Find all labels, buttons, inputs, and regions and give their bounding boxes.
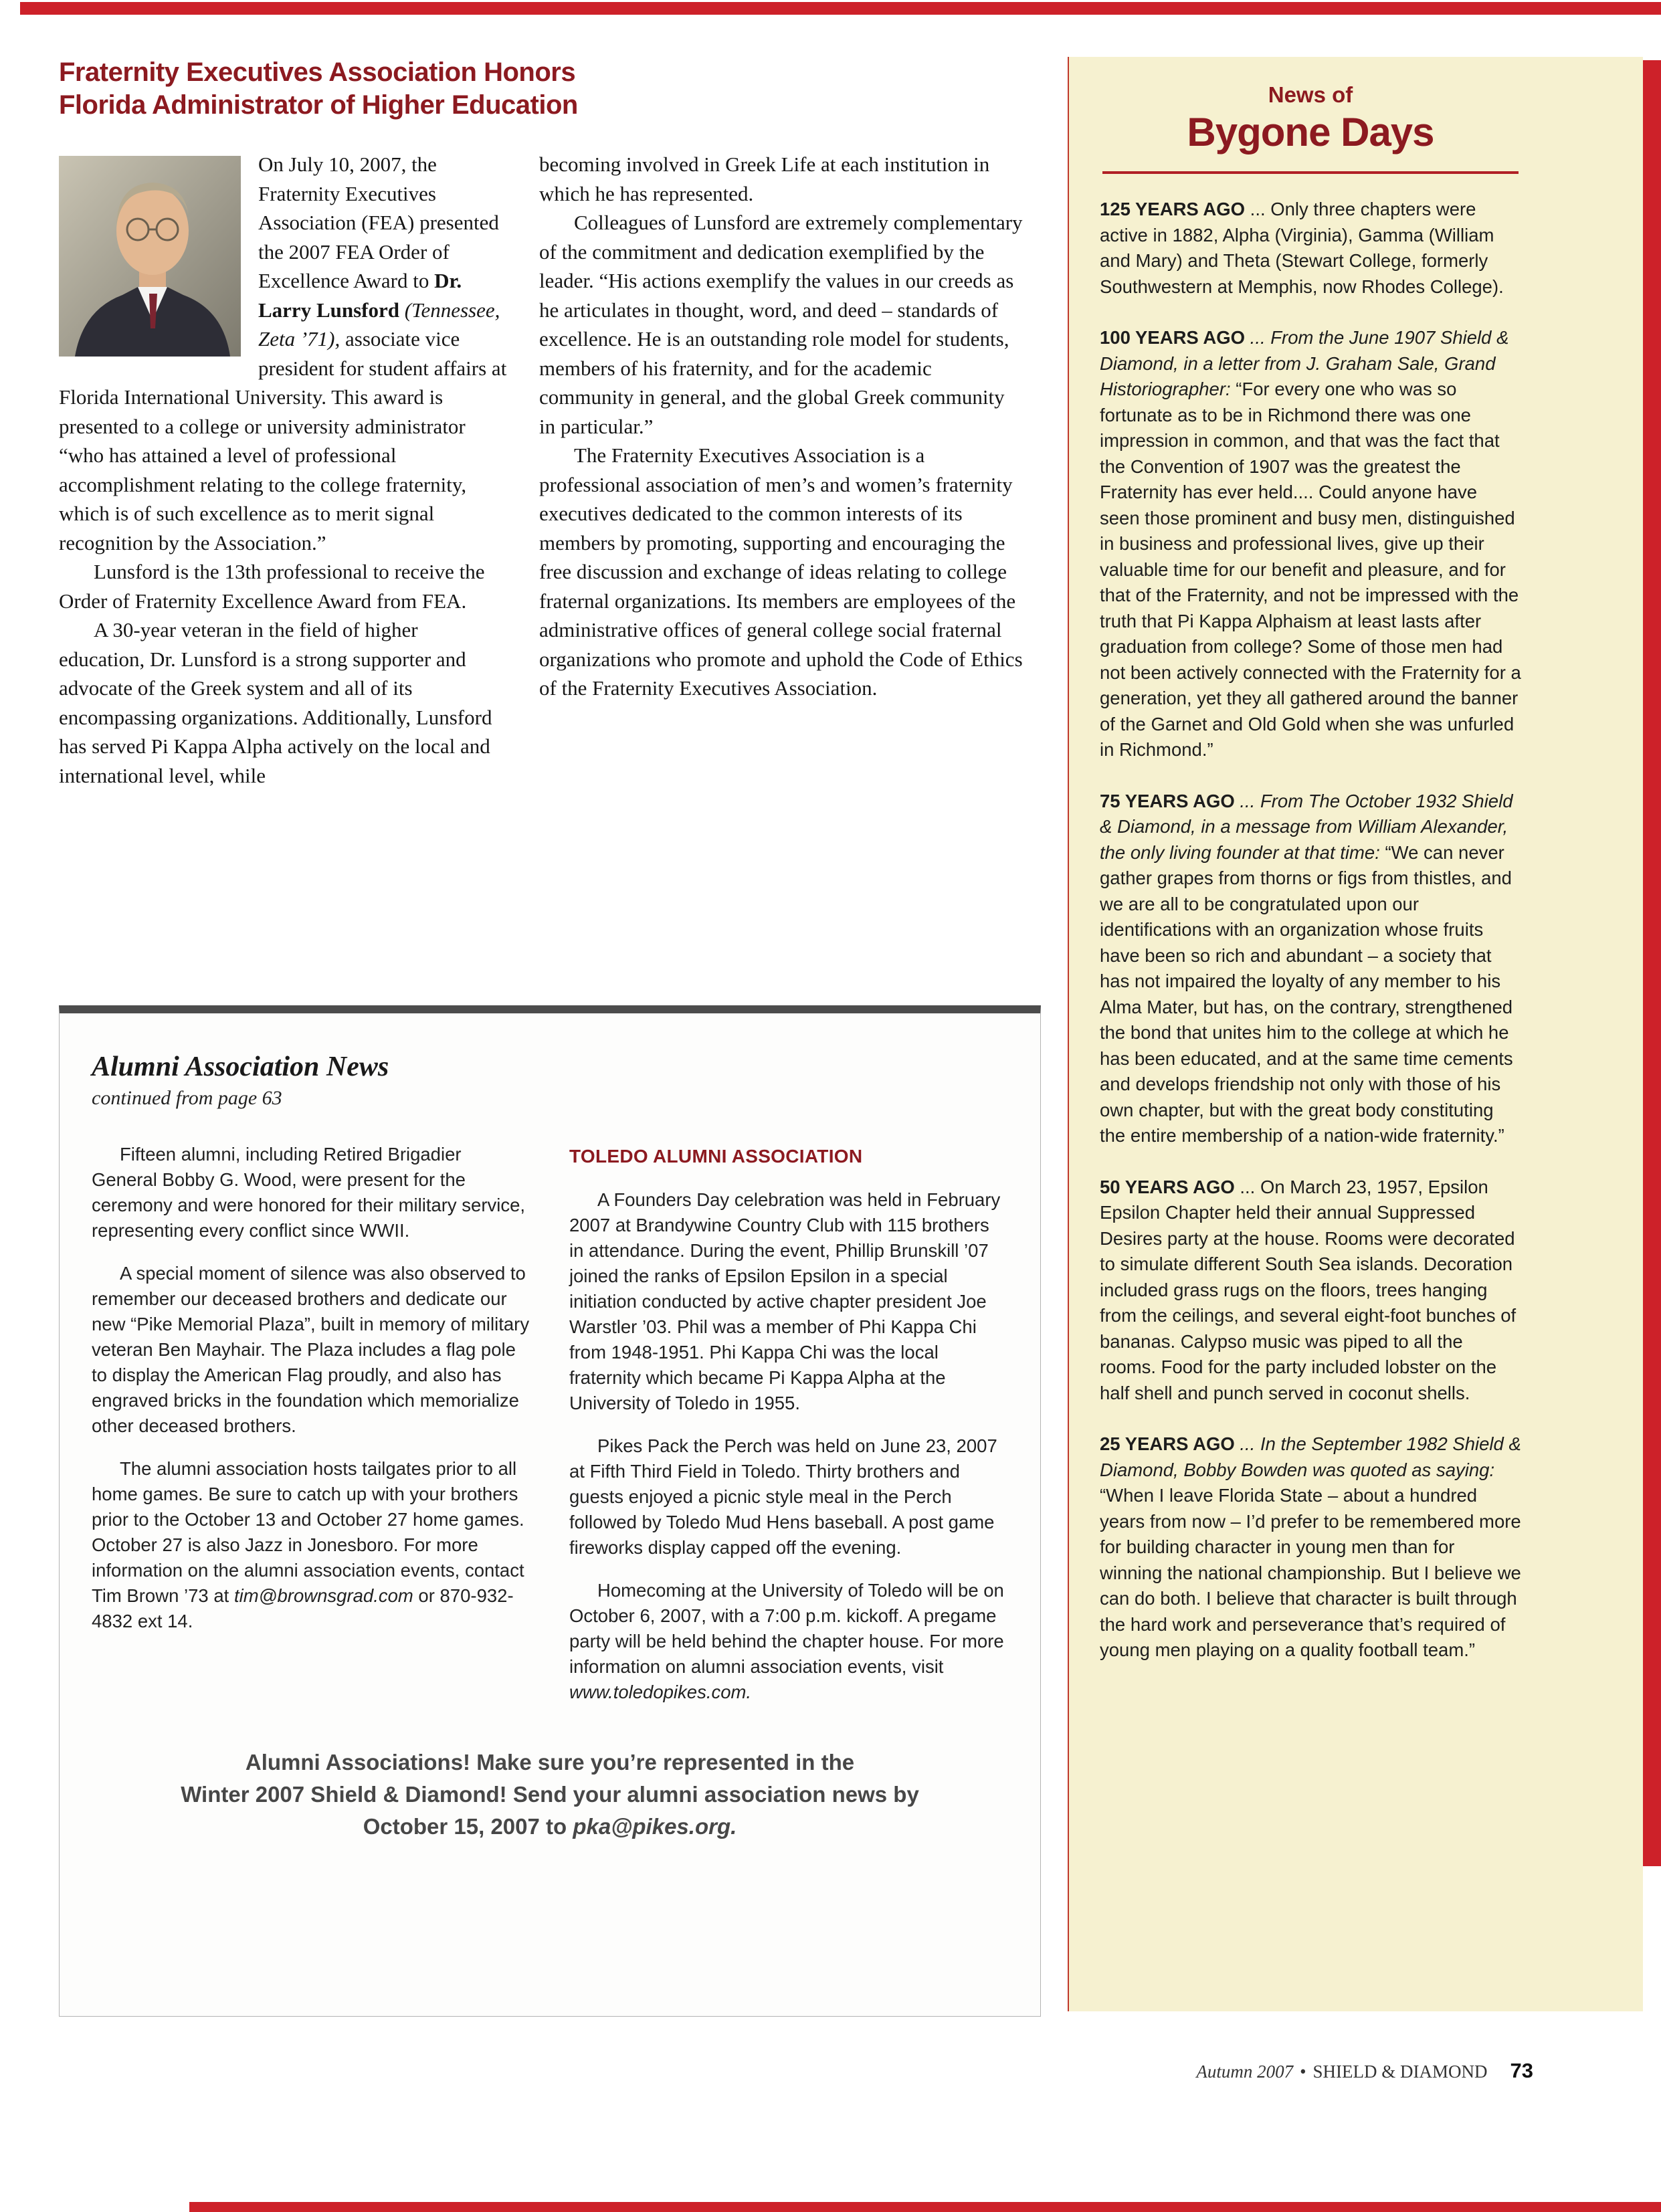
article-text: On July 10, 2007, the Fraternity Executives Association (FEA) presented the 2007 FEA Order of Excellence Award to bbox=[258, 153, 499, 292]
bygone-section-text: “For every one who was so fortunate as to be in Richmond there was one impression in common, and that was the fact that the Convention of 1907 was the greatest the Fraternity has ever held.... Could anyone have seen those prominent and busy men, distinguished in business and professional lives, give up their valuable time for our benefit and pleasure, and for that of the Fraternity, and not be impressed with the truth that Pi Kappa Alphaism at least lasts after graduation from college? Some of those men had not been actively connected with the Fraternity for a generation, yet they all gathered around the banner of the Garnet and Old Gold when she was unfurled in Richmond.” bbox=[1100, 379, 1521, 760]
page-footer bbox=[1003, 2059, 1533, 2083]
bygone-section-25-years bbox=[1100, 1431, 1521, 1664]
alumni-association-news-box bbox=[59, 1005, 1041, 2017]
article-text: associate vice president for student affairs at Florida International University. This award is presented to a college or university administrator “who has attained a level of professional accomplishment relating to the college fraternity, which is of such excellence as to merit signal recognition by the Association.” bbox=[59, 327, 507, 555]
lunsford-portrait-photo bbox=[59, 156, 241, 357]
bygone-section-label: 125 YEARS AGO bbox=[1100, 199, 1246, 219]
bottom-red-bar bbox=[189, 2202, 1661, 2212]
toledo-association-heading: TOLEDO ALUMNI ASSOCIATION bbox=[569, 1146, 863, 1167]
article-column-1 bbox=[59, 150, 508, 790]
alumni-columns bbox=[92, 1142, 1008, 1722]
alumni-column-1 bbox=[92, 1142, 530, 1722]
bygone-section-text: ... On March 23, 1957, Epsilon Epsilon Chapter held their annual Suppressed Desires party at the house. Rooms were decorated to simulate different South Sea islands. Decoration included grass rugs on the floors, trees hanging from the ceilings, and several eight-foot bunches of bananas. Calypso music was piped to all the rooms. Food for the party included lobster on the half shell and punch served in coconut shells. bbox=[1100, 1176, 1517, 1403]
right-edge-red-bar bbox=[1643, 60, 1661, 1866]
bygone-title: Bygone Days bbox=[1187, 110, 1434, 155]
alumni-news-continued-note: continued from page 63 bbox=[92, 1087, 282, 1109]
article-paragraph: becoming involved in Greek Life at each institution in which he has represented. bbox=[539, 153, 990, 205]
alumni-paragraph: Fifteen alumni, including Retired Brigadier General Bobby G. Wood, were present for the ceremony and were honored for their military service, representing every conflict since WWII. bbox=[92, 1144, 526, 1241]
page-number: 73 bbox=[1510, 2059, 1533, 2082]
callout-text: October 15, 2007 to bbox=[363, 1814, 573, 1839]
article-column-2 bbox=[539, 150, 1025, 703]
bygone-section-text: “When I leave Florida State – about a hundred years from now – I’d prefer to be remembered more for building character in young men than for winning the national championship. But I believe we can do both. I believe that character is built through the hard work and perseverance that’s required of young men playing on a quality football team.” bbox=[1100, 1485, 1521, 1660]
award-recipient-name: Dr. Larry Lunsford bbox=[258, 269, 462, 322]
footer-magazine-name: SHIELD & DIAMOND bbox=[1312, 2062, 1488, 2082]
bygone-section-125-years bbox=[1100, 197, 1521, 300]
submission-email-text: pka@pikes.org. bbox=[573, 1814, 737, 1839]
bygone-section-label: 25 YEARS AGO bbox=[1100, 1433, 1235, 1454]
alumni-paragraph bbox=[92, 1456, 530, 1634]
portrait-photo-graphic bbox=[59, 156, 241, 357]
bygone-section-75-years bbox=[1100, 789, 1521, 1149]
footer-issue: Autumn 2007 bbox=[1196, 2062, 1294, 2082]
alumni-paragraph: Pikes Pack the Perch was held on June 23, 2007 at Fifth Third Field in Toledo. Thirty brothers and guests enjoyed a picnic style meal in the Perch followed by Toledo Mud Hens baseball. A post game fireworks display capped off the evening. bbox=[569, 1435, 997, 1558]
alumni-text: Homecoming at the University of Toledo will be on October 6, 2007, with a 7:00 p.m. kickoff. A pregame party will be held behind the chapter house. For more information on alumni association events, visit bbox=[569, 1580, 1004, 1677]
bygone-section-lead: ... In the September 1982 Shield & Diamond, Bobby Bowden was quoted as saying: bbox=[1100, 1433, 1521, 1480]
article-paragraph: A 30-year veteran in the field of higher education, Dr. Lunsford is a strong supporter and advocate of the Greek system and all of its encompassing organizations. Additionally, Lunsford has served Pi Kappa Alpha actively on the local and international level, while bbox=[59, 618, 492, 787]
bygone-section-text: “We can never gather grapes from thorns or figs from thistles, and we are all to be congratulated upon our identifications with an organization whose fruits have been so rich and abundant – a society that has not impaired the loyalty of any member to his Alma Mater, but has, on the contrary, strengthened the bond that unites him to the college at which he has been educated, and at the same time cements and develops friendship not only with those of his own chapter, but with the great body constituting the entire membership of a nation-wide fraternity.” bbox=[1100, 841, 1513, 1146]
bygone-days-panel bbox=[1068, 57, 1643, 2011]
footer-bullet: • bbox=[1300, 2062, 1306, 2082]
contact-email-text: tim@brownsgrad.com bbox=[233, 1585, 413, 1606]
callout-line-3 bbox=[92, 1811, 1008, 1843]
alumni-paragraph bbox=[569, 1578, 1008, 1705]
article-paragraph: The Fraternity Executives Association is a professional association of men’s and women’s fraternity executives dedicated to the common interests of its members by promoting, supporting and encouraging the free discussion and exchange of ideas relating to college fraternal organizations. Its members are employees of the administrative offices of general college social fraternal organizations who promote and uphold the Code of Ethics of the Fraternity Executives Association. bbox=[539, 443, 1023, 700]
alumni-paragraph: A Founders Day celebration was held in February 2007 at Brandywine Country Club with 115 brothers in attendance. During the event, Phillip Brunskill ’07 joined the ranks of Epsilon Epsilon in a special initiation conducted by active chapter president Joe Warstler ’03. Phil was a member of Phi Kappa Chi from 1948-1951. Phi Kappa Chi was the local fraternity which became Pi Kappa Alpha at the University of Toledo in 1955. bbox=[569, 1189, 1001, 1413]
alumni-column-2 bbox=[569, 1142, 1008, 1722]
headline-line-2: Florida Administrator of Higher Education bbox=[59, 90, 578, 120]
callout-line-2: Winter 2007 Shield & Diamond! Send your alumni association news by bbox=[181, 1782, 919, 1807]
top-red-bar bbox=[20, 2, 1661, 15]
bygone-section-label: 100 YEARS AGO bbox=[1100, 327, 1246, 348]
alumni-text: The alumni association hosts tailgates prior to all home games. Be sure to catch up with your brothers prior to the October 13 and October 27 home games. October 27 is also Jazz in Jonesboro. For more information on the alumni association events, contact Tim Brown ’73 at bbox=[92, 1458, 524, 1606]
bygone-section-label: 75 YEARS AGO bbox=[1100, 790, 1235, 811]
article-paragraph: Lunsford is the 13th professional to receive the Order of Fraternity Excellence Award from FEA. bbox=[59, 560, 485, 613]
article-paragraph: Colleagues of Lunsford are extremely complementary of the commitment and dedication exemplified by the leader. “His actions exemplify the values in our creeds as he articulates in thought, word, and deed – standards of excellence. He is an outstanding role model for students, members of his fraternity, and for the academic community in general, and the global Greek community in particular.” bbox=[539, 211, 1023, 438]
callout-line-1: Alumni Associations! Make sure you’re represented in the bbox=[245, 1750, 855, 1775]
bygone-section-100-years bbox=[1100, 325, 1521, 763]
bygone-section-lead: ... From the June 1907 Shield & Diamond, in a letter from J. Graham Sale, Grand Historiographer: bbox=[1100, 327, 1509, 399]
headline-line-1: Fraternity Executives Association Honors bbox=[59, 58, 576, 87]
bygone-section-text: ... Only three chapters were active in 1882, Alpha (Virginia), Gamma (William and Mary) and Theta (Stewart College, formerly Southwestern at Memphis, now Rhodes College). bbox=[1100, 199, 1504, 297]
chapter-designation: (Tennessee, Zeta ’71), bbox=[258, 298, 500, 350]
bygone-section-label: 50 YEARS AGO bbox=[1100, 1176, 1235, 1197]
bygone-title-rule bbox=[1102, 171, 1519, 174]
bygone-section-lead: ... From The October 1932 Shield & Diamond, in a message from William Alexander, the only living founder at that time: bbox=[1100, 790, 1513, 863]
alumni-paragraph: A special moment of silence was also observed to remember our deceased brothers and dedicate our new “Pike Memorial Plaza”, built in memory of military veteran Ben Mayhair. The Plaza includes a flag pole to display the American Flag proudly, and also has engraved bricks in the foundation which memorialize other deceased brothers. bbox=[92, 1263, 530, 1436]
alumni-submission-callout bbox=[92, 1746, 1008, 1843]
bygone-kicker: News of bbox=[1268, 82, 1353, 107]
alumni-news-title: Alumni Association News bbox=[92, 1051, 389, 1082]
bygone-section-50-years bbox=[1100, 1175, 1521, 1407]
alumni-text: or 870-932-4832 ext 14. bbox=[92, 1585, 514, 1631]
website-url-text: www.toledopikes.com. bbox=[569, 1682, 752, 1702]
article-headline bbox=[59, 56, 578, 122]
